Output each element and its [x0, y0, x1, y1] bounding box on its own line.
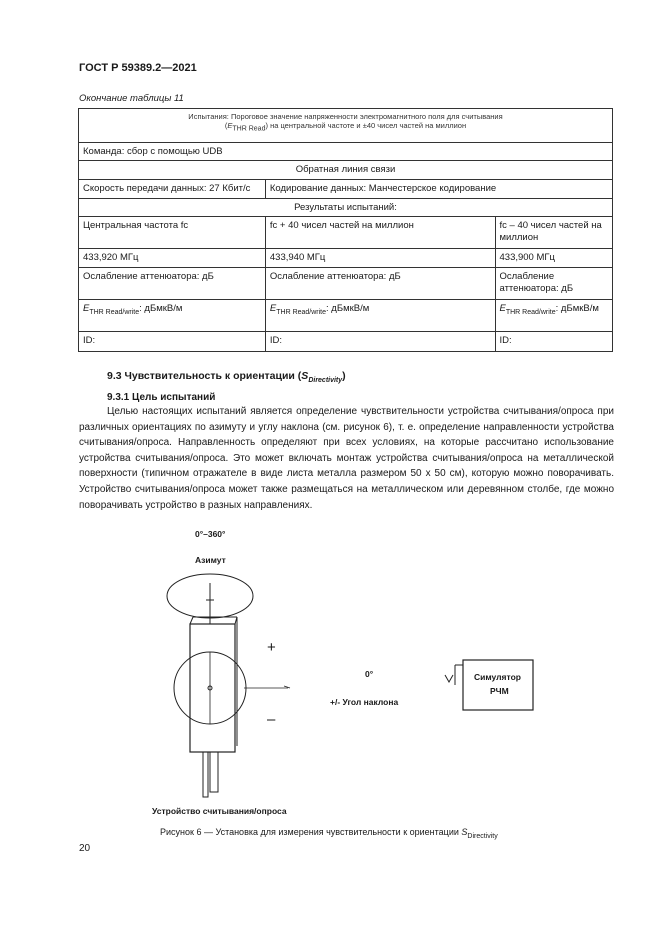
- reader-box-edge-left: [190, 617, 193, 624]
- subsection-heading: 9.3.1 Цель испытаний: [107, 392, 216, 403]
- rate-cell: Скорость передачи данных: 27 Кбит/с: [79, 179, 266, 198]
- command-cell: Команда: сбор с помощью UDB: [79, 143, 613, 161]
- simulator-label-2: РЧМ: [490, 686, 509, 696]
- e-thr-plus40: $E_{THR Read/write}$: дБмкВ/м: [265, 300, 495, 332]
- zero-degree-label: 0°: [365, 669, 374, 679]
- col-header-minus40: fc – 40 чисел частей на миллион: [495, 217, 613, 249]
- id-minus40: ID:: [495, 332, 613, 352]
- device-label: Устройство считывания/опроса: [152, 806, 287, 816]
- mount-pole-right: [210, 752, 218, 792]
- freq-plus40: 433,940 МГц: [265, 249, 495, 268]
- freq-minus40: 433,900 МГц: [495, 249, 613, 268]
- col-header-plus40: fc + 40 чисел частей на миллион: [265, 217, 495, 249]
- attenuator-center: Ослабление аттенюатора: дБ: [79, 268, 266, 300]
- table-11: [78, 108, 613, 352]
- figure-6-diagram: [140, 520, 560, 820]
- table-title-cell: Испытания: Пороговое значение напряженности электромагнитного поля для считывания $(E_{THR Read})$ на центральной частоте и ±40 чисел частей на миллион: [79, 109, 613, 143]
- e-symbol: E: [227, 121, 233, 130]
- plus-sign: +: [267, 639, 276, 656]
- angle-range-label: 0°–360°: [195, 529, 226, 539]
- col-header-center: Центральная частота fc: [79, 217, 266, 249]
- freq-center: 433,920 МГц: [79, 249, 266, 268]
- id-plus40: ID:: [265, 332, 495, 352]
- id-center: ID:: [79, 332, 266, 352]
- table-caption: Окончание таблицы 11: [79, 93, 184, 104]
- coding-cell: Кодирование данных: Манчестерское кодирование: [265, 179, 612, 198]
- antenna-symbol: [445, 675, 453, 682]
- figure-caption: Рисунок 6 — Установка для измерения чувствительности к ориентации $S_{Directivity}$: [160, 827, 498, 840]
- attenuator-minus40: Ослабление аттенюатора: дБ: [495, 268, 613, 300]
- minus-sign: –: [267, 711, 276, 728]
- azimuth-label: Азимут: [195, 555, 226, 565]
- results-cell: Результаты испытаний:: [79, 198, 613, 216]
- simulator-label-1: Симулятор: [474, 672, 521, 682]
- mount-pole-left: [203, 752, 208, 797]
- table-title-line1: Испытания: Пороговое значение напряженности электромагнитного поля для считывания: [188, 112, 503, 121]
- page-number: 20: [79, 843, 91, 854]
- section-heading: 9.3 Чувствительность к ориентации $(S_{Directivity})$: [107, 370, 346, 385]
- rfm-simulator-box: [463, 660, 533, 710]
- e-thr-minus40: $E_{THR Read/write}$: дБмкВ/м: [495, 300, 613, 332]
- attenuator-plus40: Ослабление аттенюатора: дБ: [265, 268, 495, 300]
- e-thr-center: $E_{THR Read/write}$: дБмкВ/м: [79, 300, 266, 332]
- backlink-cell: Обратная линия связи: [79, 161, 613, 179]
- tilt-label: +/- Угол наклона: [330, 697, 399, 707]
- document-id: ГОСТ Р 59389.2—2021: [79, 62, 197, 74]
- body-paragraph: Целью настоящих испытаний является определение чувствительности устройства считывания/опроса при различных ориентациях по азимуту и углу наклона (см. рисунок 6), т. е. определение направленности устройства считывания/опроса. Направленность определяют при всех условиях, на которые рассчитано использование устройства считывания/опроса. Это может включать монтаж устройства считывания/опроса на металлической поверхности (типичном отражателе в виде листа металла размером 50 х 50 см), которую можно поворачивать. Устройство считывания/опроса может также размещаться на металлическом или деревянном столбе, где можно поворачивать устройство в разных направлениях.: [79, 406, 614, 511]
